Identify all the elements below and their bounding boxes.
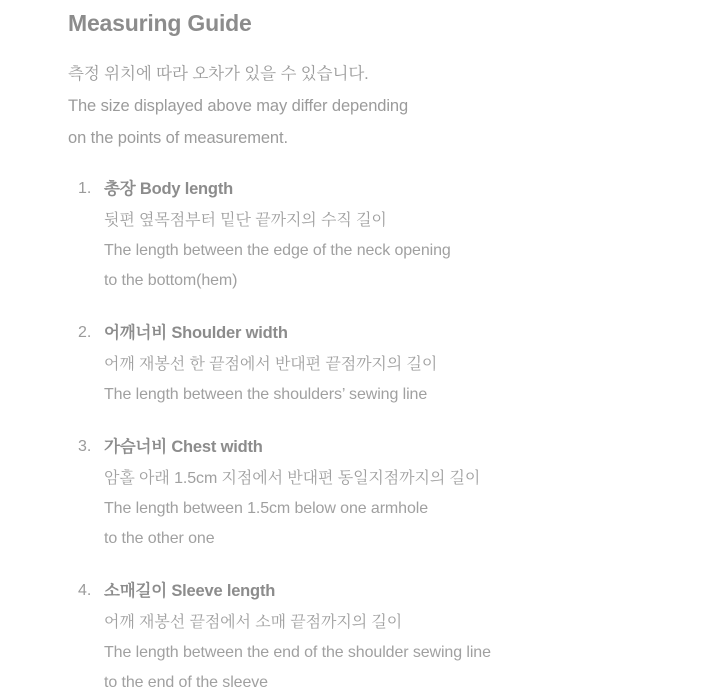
page-title: Measuring Guide <box>68 10 252 36</box>
intro-line: 측정 위치에 따라 오차가 있을 수 있습니다. <box>68 65 369 83</box>
list-item-line: to the other one <box>104 530 215 547</box>
list-item-heading: 소매길이 Sleeve length <box>104 582 276 600</box>
list-item-number: 2. <box>78 324 92 341</box>
list-item-line: 암홀 아래 1.5cm 지점에서 반대편 동일지점까지의 길이 <box>104 470 481 487</box>
list-item-line: to the bottom(hem) <box>104 272 238 289</box>
list-item <box>68 432 706 554</box>
list-item-line: The length between the edge of the neck opening <box>104 242 451 259</box>
list-item-heading: 총장 Body length <box>104 180 233 198</box>
list-item-line: The length between the shoulders’ sewing line <box>104 386 428 403</box>
list-item-heading: 어깨너비 Shoulder width <box>104 324 288 342</box>
list-item-line: 뒷편 옆목점부터 밑단 끝까지의 수직 길이 <box>104 212 387 229</box>
list-item-line: 어깨 재봉선 한 끝점에서 반대편 끝점까지의 길이 <box>104 356 438 373</box>
intro-block <box>68 58 706 154</box>
list-item-number: 1. <box>78 180 92 197</box>
list-item <box>68 174 706 296</box>
list-item <box>68 576 706 698</box>
list-item-heading: 가슴너비 Chest width <box>104 438 263 456</box>
intro-line: on the points of measurement. <box>68 129 288 147</box>
list-item-line: The length between the end of the shoulder sewing line <box>104 644 491 661</box>
list-item-number: 3. <box>78 438 92 455</box>
measurement-list <box>68 174 706 698</box>
list-item-line: 어깨 재봉선 끝점에서 소매 끝점까지의 길이 <box>104 614 403 631</box>
list-item <box>68 318 706 410</box>
list-item-number: 4. <box>78 582 92 599</box>
list-item-line: to the end of the sleeve <box>104 674 268 691</box>
list-item-line: The length between 1.5cm below one armhole <box>104 500 429 517</box>
intro-line: The size displayed above may differ depending <box>68 97 409 115</box>
